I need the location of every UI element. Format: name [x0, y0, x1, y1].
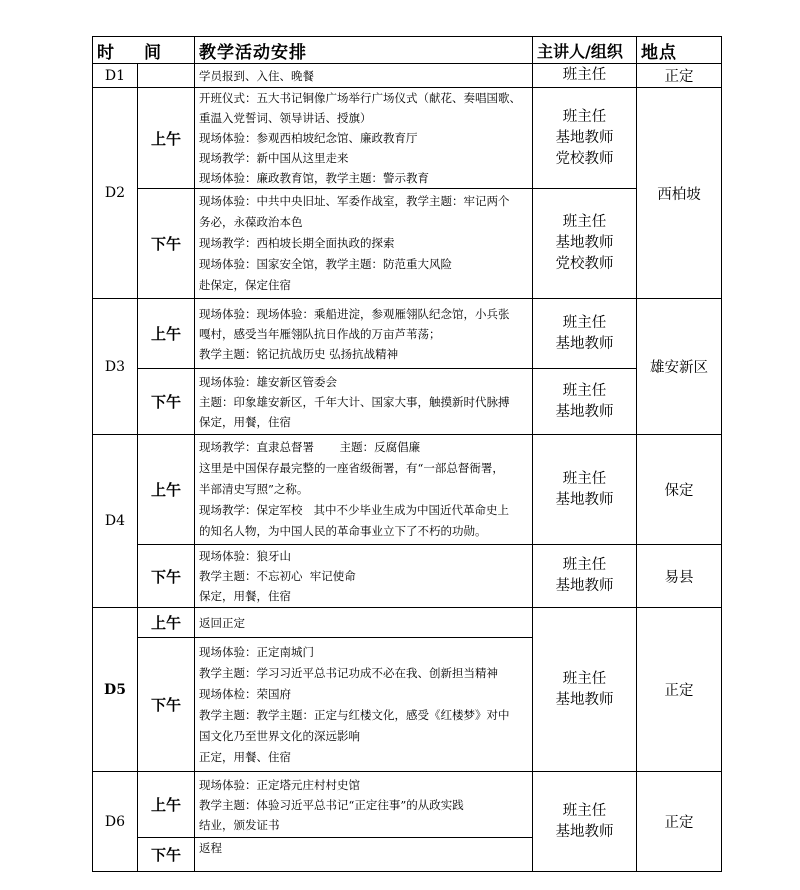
header-activity: 教学活动安排: [195, 37, 533, 64]
desc-line: 现场体验：雄安新区管委会: [199, 374, 337, 389]
desc-line: 赴保定，保定住宿: [199, 278, 291, 292]
speaker-line: 基地教师: [555, 491, 614, 508]
speaker-line: 班主任: [562, 214, 607, 230]
d4-pm-location: 易县: [637, 545, 722, 608]
d5-speaker: [533, 608, 637, 772]
d2-pm-period: 下午: [138, 189, 195, 299]
desc-line: 教学主题：体验习近平总书记“正定往事”的从政实践: [199, 797, 464, 812]
desc-line: 正定，用餐、住宿: [199, 749, 291, 764]
d6-day: D6: [93, 772, 138, 872]
desc-line: 保定，用餐，住宿: [199, 589, 291, 603]
header-row: [93, 37, 722, 64]
desc-line: 结业，颁发证书: [199, 817, 280, 832]
d3-am-row: [93, 299, 722, 369]
speaker-line: 班主任: [562, 802, 607, 819]
d4-day: D4: [93, 435, 138, 608]
desc-line: 开班仪式：五大书记铜像广场举行广场仪式（献花、奏唱国歌、: [199, 91, 521, 105]
speaker-line: 班主任: [562, 108, 607, 125]
d6-am-row: [93, 772, 722, 838]
d1-day: D1: [93, 64, 138, 88]
d2-day: D2: [93, 88, 138, 299]
d3-am-desc: [195, 299, 533, 369]
speaker-line: 基地教师: [555, 823, 614, 840]
d4-pm-desc: [195, 545, 533, 608]
speaker-line: 党校教师: [555, 150, 614, 167]
d5-pm-period: 下午: [138, 638, 195, 772]
desc-line: 国文化乃至世界文化的深远影响: [199, 728, 360, 743]
speaker-line: 基地教师: [555, 403, 614, 420]
d2-am-period: 上午: [138, 88, 195, 189]
d6-speaker: [533, 772, 637, 872]
speaker-line: 班主任: [562, 470, 607, 487]
speaker-line: 基地教师: [555, 691, 614, 708]
d2-location: 西柏坡: [637, 88, 722, 299]
desc-line: 主题：印象雄安新区，千年大计、国家大事，触摸新时代脉搏: [199, 394, 510, 409]
d1-desc: [195, 64, 533, 88]
d6-pm-desc: [195, 838, 533, 872]
desc-line: 嘎村，感受当年雁翎队抗日作战的万亩芦苇荡；: [199, 326, 441, 341]
desc-line: 现场体验：正定塔元庄村村史馆: [199, 777, 360, 792]
d5-am-desc: [195, 608, 533, 638]
header-time-char-1: 时: [97, 42, 114, 63]
d3-location: 雄安新区: [637, 299, 722, 435]
speaker-line: 班主任: [562, 382, 607, 399]
d5-day: D5: [93, 608, 138, 772]
desc-line: 现场体验：廉政教育馆，教学主题：警示教育: [199, 171, 429, 185]
d2-pm-speaker: [533, 189, 637, 299]
header-speaker: 主讲人/组织: [533, 37, 637, 64]
d1-desc-line: 学员报到、入住、晚餐: [199, 68, 314, 83]
desc-line: 现场教学：保定军校 其中不少毕业生成为中国近代革命史上: [199, 503, 509, 517]
desc-line: 现场体验：现场体验：乘船进淀，参观雁翎队纪念馆，小兵张: [199, 306, 510, 321]
speaker-line: 基地教师: [555, 335, 614, 352]
d4-am-row: [93, 435, 722, 545]
d6-am-desc: [195, 772, 533, 838]
d5-location: 正定: [637, 608, 722, 772]
d3-pm-speaker: [533, 369, 637, 435]
schedule-table: [92, 36, 722, 872]
d4-pm-row: [93, 545, 722, 608]
desc-line: 半部清史写照”之称。: [199, 482, 309, 496]
speaker-line: 基地教师: [555, 129, 614, 146]
d5-am-period: 上午: [138, 608, 195, 638]
d3-pm-desc: [195, 369, 533, 435]
d1-period-empty: [138, 64, 195, 88]
d4-am-period: 上午: [138, 435, 195, 545]
d6-pm-period: 下午: [138, 838, 195, 872]
d1-speaker: 班主任: [533, 64, 637, 88]
desc-line: 返程: [199, 841, 222, 855]
desc-line: 教学主题：学习习近平总书记功成不必在我、创新担当精神: [199, 665, 498, 680]
header-time: [93, 37, 195, 64]
d4-pm-speaker: [533, 545, 637, 608]
speaker-line: 基地教师: [555, 235, 614, 251]
desc-line: 现场体检：荣国府: [199, 686, 291, 701]
desc-line: 现场体验：国家安全馆，教学主题：防范重大风险: [199, 257, 452, 271]
desc-line: 现场教学：西柏坡长期全面执政的探索: [199, 236, 395, 250]
d6-am-period: 上午: [138, 772, 195, 838]
d4-am-speaker: [533, 435, 637, 545]
desc-line: 现场教学：直隶总督署 主题：反腐倡廉: [199, 440, 421, 454]
desc-line: 现场体验：参观西柏坡纪念馆、廉政教育厅: [199, 131, 418, 145]
d5-pm-desc: [195, 638, 533, 772]
speaker-line: 班主任: [562, 314, 607, 331]
d1-row: [93, 64, 722, 88]
speaker-line: 党校教师: [555, 256, 614, 272]
desc-line: 教学主题：教学主题：正定与红楼文化，感受《红楼梦》对中: [199, 707, 510, 722]
d3-pm-period: 下午: [138, 369, 195, 435]
d4-am-location: 保定: [637, 435, 722, 545]
d4-am-desc: [195, 435, 533, 545]
desc-line: 保定，用餐，住宿: [199, 414, 291, 429]
d2-am-speaker: [533, 88, 637, 189]
desc-line: 现场教学：新中国从这里走来: [199, 151, 349, 165]
desc-line: 的知名人物，为中国人民的革命事业立下了不朽的功勋。: [199, 524, 487, 538]
header-time-char-2: 间: [144, 42, 161, 63]
speaker-line: 基地教师: [555, 578, 614, 594]
d2-am-desc: [195, 88, 533, 189]
speaker-line: 班主任: [562, 557, 607, 573]
d1-location: 正定: [637, 64, 722, 88]
d3-am-speaker: [533, 299, 637, 369]
d2-pm-desc: [195, 189, 533, 299]
d3-pm-row: [93, 369, 722, 435]
desc-line: 重温入党誓词、领导讲话、授旗）: [199, 111, 372, 125]
header-location: 地点: [637, 37, 722, 64]
d3-day: D3: [93, 299, 138, 435]
d2-pm-row: [93, 189, 722, 299]
speaker-line: 班主任: [562, 670, 607, 687]
d5-am-row: [93, 608, 722, 638]
desc-line: 务必，永葆政治本色: [199, 215, 303, 229]
d6-location: 正定: [637, 772, 722, 872]
desc-line: 教学主题：不忘初心 牢记使命: [199, 569, 356, 583]
desc-line: 现场体验：狼牙山: [199, 549, 291, 563]
d3-am-period: 上午: [138, 299, 195, 369]
desc-line: 这里是中国保存最完整的一座省级衙署，有“一部总督衙署，: [199, 461, 504, 475]
d4-pm-period: 下午: [138, 545, 195, 608]
desc-line: 教学主题：铭记抗战历史 弘扬抗战精神: [199, 346, 399, 361]
desc-line: 现场体验：正定南城门: [199, 644, 314, 659]
desc-line: 返回正定: [199, 615, 245, 630]
desc-line: 现场体验：中共中央旧址、军委作战室，教学主题：牢记两个: [199, 194, 510, 208]
d2-am-row: [93, 88, 722, 189]
